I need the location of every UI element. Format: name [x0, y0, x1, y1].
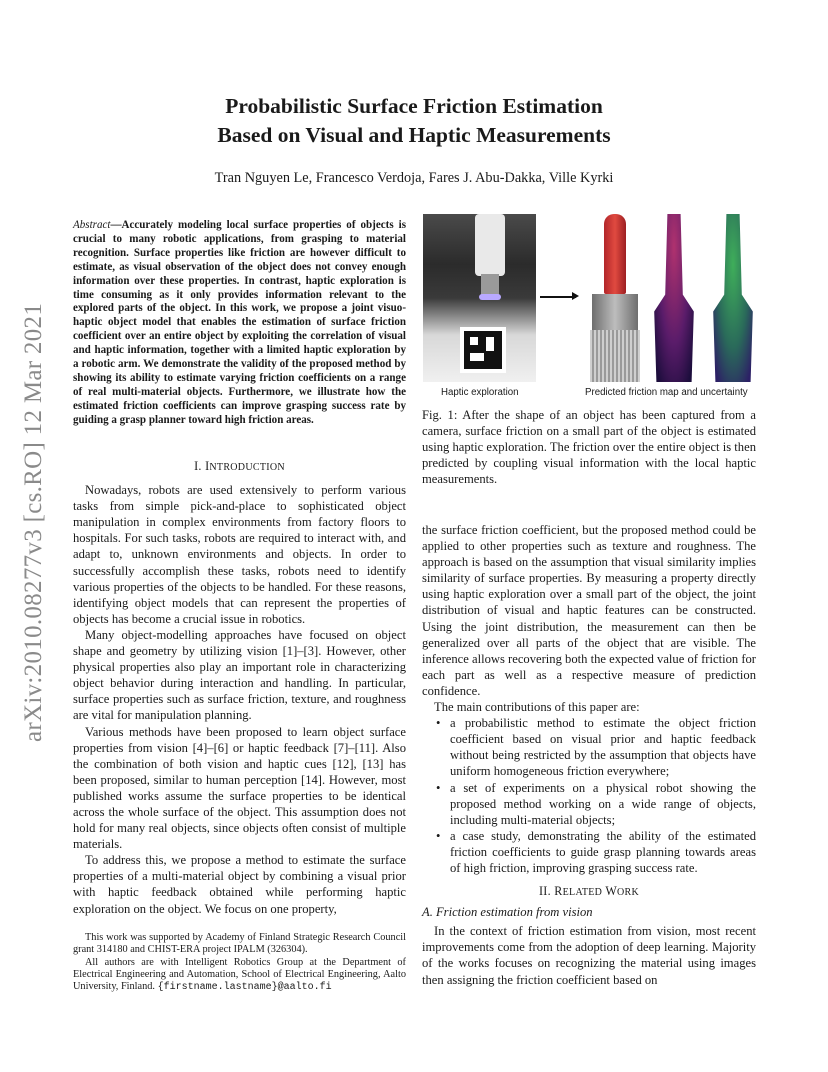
footnote-affiliation-text: All authors are with Intelligent Robotics Group at the Department of Electrical Engineering and Automation, School of Electrical Engineering, Aalto University, Finland.	[73, 956, 406, 993]
contribution-item: • a case study, demonstrating the ability of the estimated friction coefficients to guide grasp planning towards areas of high friction, improving grasping success rate.	[432, 828, 756, 876]
author-email: {firstname.lastname}@aalto.fi	[157, 982, 332, 994]
brush-handle	[604, 214, 626, 294]
footnote-affiliation	[73, 957, 406, 995]
section-heading-related-work	[422, 883, 756, 901]
intro-paragraph-1: Nowadays, robots are used extensively to perform various tasks from simple pick-and-place to sophisticated object manipulation in complex environments from factory floors to hospitals. For such tasks, robots are required to interact with, and adapt to, unknown environments and objects. In order to successfully accomplish these tasks, robots need to identify various properties of the objects to be handled. For these reasons, identifying object models that can represent the properties of objects has become a crucial issue in robotics.	[73, 483, 406, 626]
title-line-2: Based on Visual and Haptic Measurements	[217, 123, 611, 147]
section-number: I.	[194, 459, 202, 473]
robot-tool	[481, 274, 499, 296]
figure-caption: Fig. 1: After the shape of an object has been captured from a camera, surface friction on a small part of the object is estimated using haptic exploration. The friction over the entire object is then predicted by coupling visual information with the local haptic measurements.	[422, 408, 756, 487]
intro-paragraph-4: To address this, we propose a method to estimate the surface properties of a multi-material object by combining a visual prior with haptic feedback obtained while performing haptic exploration on the object. We focus on one property,	[73, 853, 406, 916]
right-paragraph-1: the surface friction coefficient, but the proposed method could be applied to other properties such as texture and roughness. The approach is based on the assumption that visual similarity implies similarity of surface properties. By measuring a property directly using haptic exploration over a small part of the object, the joint distribution of visual and haptic features can be constructed. Using the joint distribution, the measurement can then be generalized over all parts of the object that are visible. The inference allows recovering both the expected value of friction for each part as well as a respective measure of prediction confidence.	[422, 523, 756, 698]
intro-paragraph-2: Many object-modelling approaches have focused on object shape and geometry by utilizing vision [1]–[3]. However, other physical properties also play an important role in characterizing object behavior during interaction and handling. In particular, surface properties such as surface friction, texture, and roughness are vital for manipulation planning.	[73, 627, 406, 723]
abstract	[73, 219, 406, 428]
author-list: Tran Nguyen Le, Francesco Verdoja, Fares J. Abu-Dakka, Ville Kyrki	[214, 170, 614, 186]
figure-label-prediction: Predicted friction map and uncertainty	[585, 387, 748, 398]
footnote-funding: This work was supported by Academy of Finland Strategic Research Council grant 314180 and CHIST-ERA project IPALM (326304).	[73, 932, 406, 956]
figure-1	[422, 212, 756, 402]
sensor-light	[479, 294, 501, 300]
contribution-item: • a set of experiments on a physical robot showing the proposed method working on a wide range of objects, including multi-material objects;	[432, 780, 756, 828]
friction-map	[652, 214, 696, 382]
section-title-initial: I	[205, 459, 210, 473]
abstract-label: Abstract	[73, 219, 111, 231]
subsection-heading: A. Friction estimation from vision	[422, 905, 593, 920]
aruco-marker	[460, 327, 506, 373]
title-line-1: Probabilistic Surface Friction Estimation	[225, 94, 603, 118]
section-number: II.	[538, 884, 551, 899]
arxiv-id: arXiv:2010.08277v3 [cs.RO] 12 Mar 2021	[20, 302, 47, 742]
section-title-initial: R	[554, 884, 563, 899]
section-title-rest: NTRODUCTION	[209, 462, 285, 473]
section-title-rest: ELATED	[562, 887, 603, 899]
contribution-item: • a probabilistic method to estimate the object friction coefficient based on visual prior and haptic feedback without being restricted by the assumption that objects have uniform homogeneous friction everywhere;	[432, 715, 756, 779]
brush-bristles	[590, 330, 640, 382]
introduction-section	[73, 458, 406, 917]
arrow-line	[540, 296, 576, 298]
haptic-exploration-photo	[423, 214, 536, 382]
section-heading-introduction	[73, 458, 406, 476]
uncertainty-map	[711, 214, 755, 382]
contributions-intro: The main contributions of this paper are:	[434, 700, 640, 715]
section-title-initial: W	[605, 884, 618, 899]
robot-arm	[475, 214, 505, 276]
figure-label-haptic: Haptic exploration	[441, 387, 519, 398]
section-title-rest: ORK	[617, 887, 640, 899]
arrow-head-icon	[572, 292, 579, 300]
right-column-text	[422, 522, 756, 988]
footnote	[73, 932, 406, 994]
right-paragraph-3: In the context of friction estimation from vision, most recent improvements come from the adoption of deep learning. Majority of the works focuses on recognizing the material using images then assigning the friction coefficient based on	[422, 924, 756, 987]
contributions-list	[432, 715, 756, 876]
intro-paragraph-3: Various methods have been proposed to learn object surface properties from vision [4]–[6] or haptic feedback [7]–[11]. Also the combination of both vision and haptic cues [12], [13] has been proposed, similar to human perception [14]. However, most published works assume the surface properties to be identical across the whole surface of the object. This assumption does not hold for many real objects, since objects often consist of multiple materials.	[73, 724, 406, 852]
paintbrush-image	[580, 214, 652, 382]
brush-ferrule	[592, 294, 638, 330]
abstract-text: —Accurately modeling local surface properties of objects is crucial to many robotic applications, from grasping to material recognition. Surface properties like friction are however difficult to estimate, as visual observation of the object does not convey enough information over these properties. In contrast, haptic exploration is time consuming as it only provides information relevant to the explored parts of the object. In this work, we propose a joint visuo-haptic object model that enables the estimation of surface friction coefficient over an entire object by exploiting the correlation of visual and haptic information, together with a limited haptic exploration by a robotic arm. We demonstrate the validity of the proposed method by showing its ability to estimate varying friction coefficients on a range of real multi-material objects. Furthermore, we illustrate how the estimated friction coefficients can improve grasping success rate by guiding a grasp planner toward high friction areas.	[73, 219, 406, 426]
paper-title	[0, 92, 828, 150]
